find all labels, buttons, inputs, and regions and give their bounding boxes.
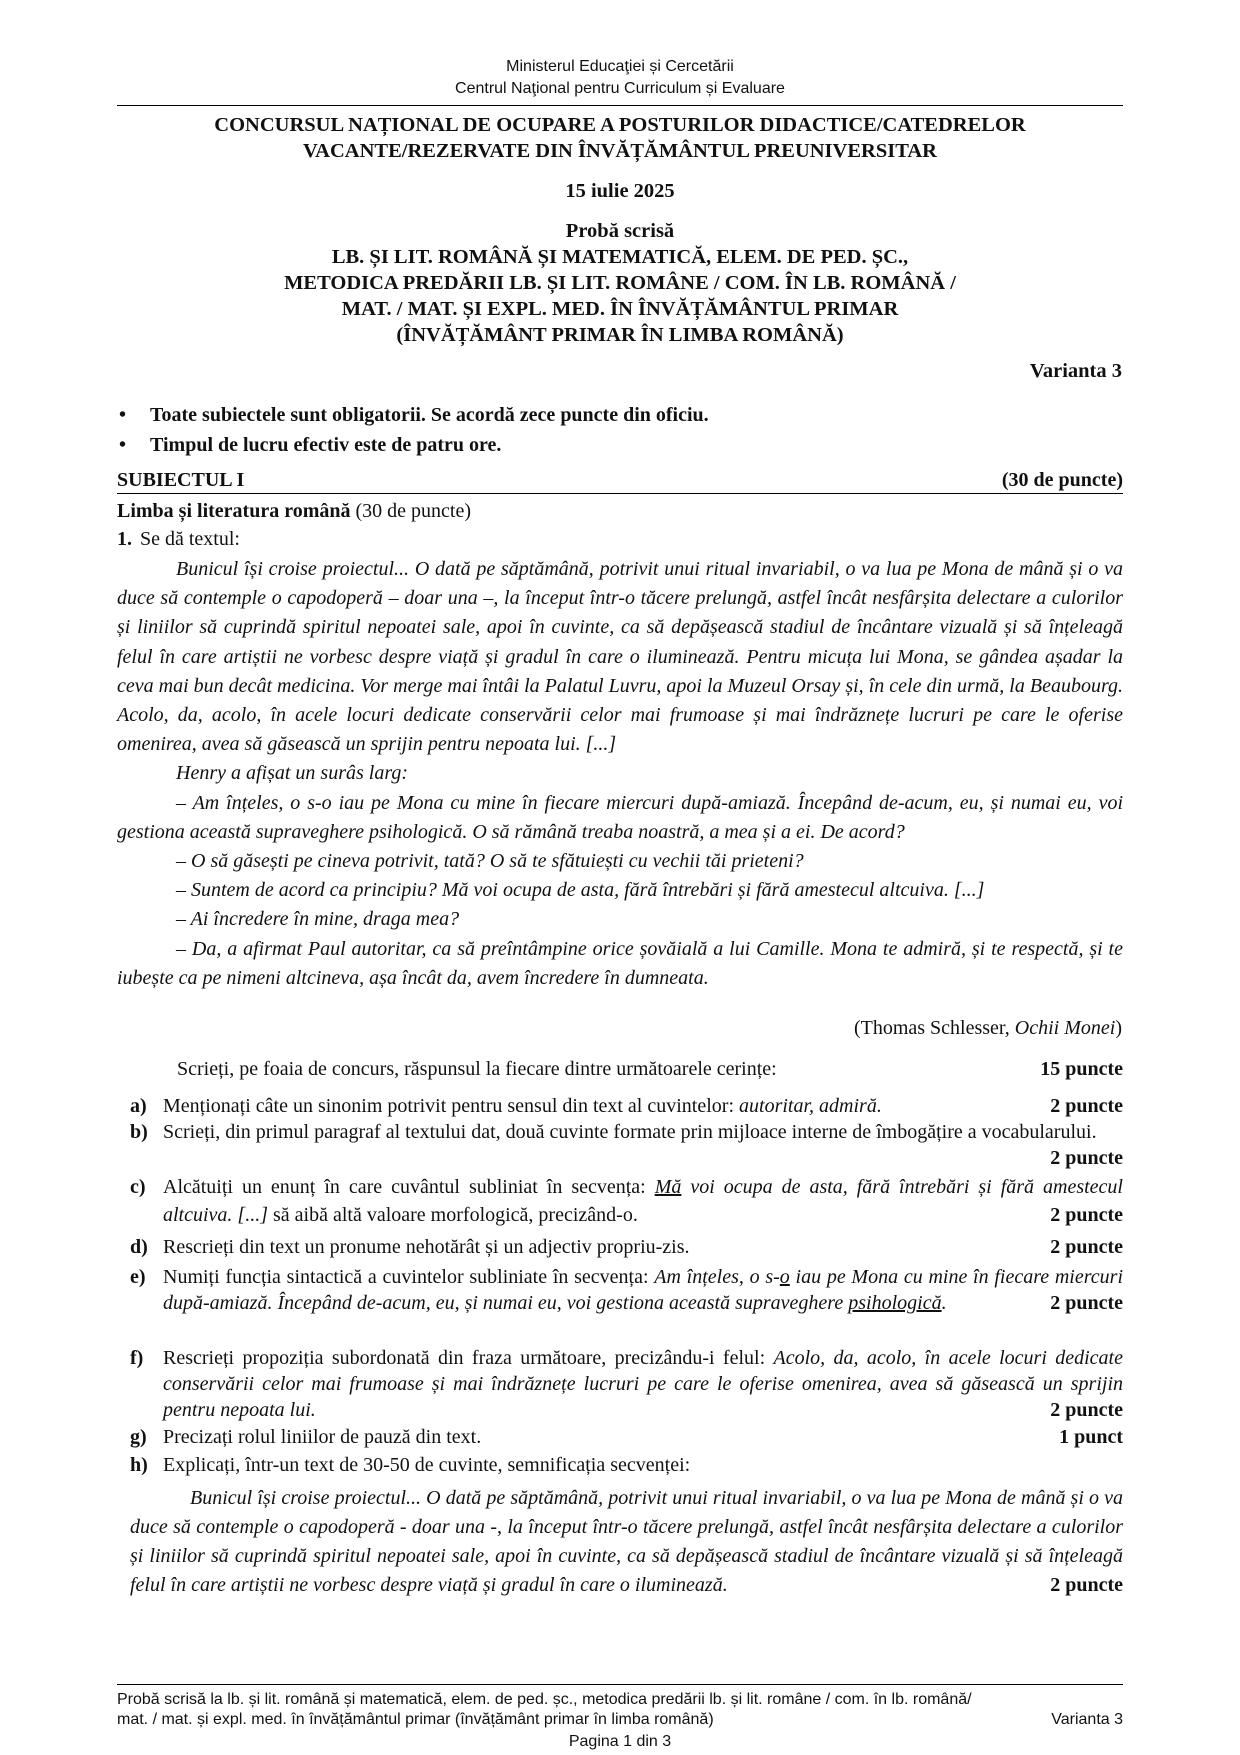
requirement-c: c) Alcătuiți un enunț în care cuvântul subliniat în secvența: Mă voi ocupa de asta, fără întrebări și fără amestecul altcuiva. [...] să aibă altă valoare morfologică, precizând-o. 2 puncte xyxy=(130,1176,1123,1226)
section-points: (30 de puncte) xyxy=(355,500,472,522)
passage-source: (Thomas Schlesser, Ochii Monei) xyxy=(853,1017,1122,1039)
center-name: Centrul Naţional pentru Curriculum și Evaluare xyxy=(455,80,785,97)
variant-label: Varianta 3 xyxy=(1029,360,1122,382)
section-heading xyxy=(117,498,471,524)
passage-paragraph: – O să găsești pe cineva potrivit, tată? O să te sfătuiești cu vechii tăi prieteni? xyxy=(176,850,804,873)
subject-heading xyxy=(117,467,1123,494)
footer-rule xyxy=(117,1684,1123,1685)
instructions-list xyxy=(117,400,1123,460)
question-number: 1. xyxy=(117,528,132,550)
footer-variant: Varianta 3 xyxy=(1051,1711,1123,1728)
subject-label: SUBIECTUL I xyxy=(117,469,245,491)
ministry-name: Ministerul Educaţiei și Cercetării xyxy=(506,58,734,75)
subject-line-1: LB. ȘI LIT. ROMÂNĂ ȘI MATEMATICĂ, ELEM. DE PED. ȘC., xyxy=(331,246,909,268)
work-title: Ochii Monei xyxy=(1014,1017,1116,1039)
bullet-icon: • xyxy=(119,434,127,456)
subject-line-2: METODICA PREDĂRII LB. ȘI LIT. ROMÂNE / COM. ÎN LB. ROMÂNĂ / xyxy=(284,272,956,294)
exam-type: Probă scrisă xyxy=(565,220,675,242)
footer-line-2: mat. / mat. și expl. med. în învățământul primar (învățământ primar în limba română) Varianta 3 xyxy=(117,1711,1123,1728)
requirement-h: h) Explicați, într-un text de 30-50 de cuvinte, semnificația secvenței: xyxy=(130,1454,691,1476)
requirement-b: b) Scrieți, din primul paragraf al textului dat, două cuvinte formate prin mijloace interne de îmbogățire a vocabularului. 2 puncte xyxy=(130,1121,1123,1169)
requirements-points: 15 puncte xyxy=(1040,1058,1123,1080)
bullet-icon: • xyxy=(119,404,127,426)
title-line-1: CONCURSUL NAȚIONAL DE OCUPARE A POSTURILOR DIDACTICE/CATEDRELOR xyxy=(214,114,1026,136)
literary-passage xyxy=(117,555,1123,993)
header-rule xyxy=(117,105,1123,106)
requirement-e: e) Numiți funcția sintactică a cuvintelor subliniate în secvența: Am înțeles, o s-o iau pe Mona cu mine în fiecare miercuri după-amiază. Începând de-acum, eu, și numai eu, voi gestiona această supraveghere psihologică. 2 puncte xyxy=(130,1266,1123,1314)
title-line-2: VACANTE/REZERVATE DIN ÎNVĂȚĂMÂNTUL PREUNIVERSITAR xyxy=(303,140,937,162)
passage-paragraph: Bunicul își croise proiectul... O dată pe săptămână, potrivit unui ritual invariabil, o va lua pe Mona de mână și o va duce să contemple o capodoperă – doar una –, la început într-o tăcere prelungă, astfel încât nesfârșita delectare a culorilor și liniilor să cuprindă spiritul nepoatei sale, apoi în cuvinte, ca să depășească stadiul de încântare vizuală și să înțeleagă felul în care artiștii ne vorbesc despre viață și gradul în care o iluminează. Pentru micuța lui Mona, se gândea așadar la ceva mai bun decât medicina. Vor merge mai întâi la Palatul Luvru, apoi la Muzeul Orsay și, în cele din urmă, la Beaubourg. Acolo, da, acolo, în acele locuri dedicate conservării celor mai frumoase și mai îndrăznețe lucruri pe care le oferise omenirea, avea să găsească un sprijin pentru nepoata lui. [...] xyxy=(117,558,1123,756)
footer-line-1: Probă scrisă la lb. și lit. română și matematică, elem. de ped. șc., metodica predării lb. și lit. române / com. în lb. română/ xyxy=(117,1691,972,1708)
question-1 xyxy=(117,526,240,552)
section-label: Limba și literatura română xyxy=(117,500,351,522)
passage-paragraph: – Suntem de acord ca principiu? Mă voi ocupa de asta, fără întrebări și fără amestecul altcuiva. [...] xyxy=(176,879,985,902)
requirement-f: f) Rescrieți propoziția subordonată din fraza următoare, precizându-i felul: Acolo, da, acolo, în acele locuri dedicate conservării celor mai frumoase și mai îndrăznețe lucruri pe care le oferise omenirea, avea să găsească un sprijin pentru nepoata lui. 2 puncte xyxy=(130,1347,1123,1421)
question-text: Se dă textul: xyxy=(140,528,240,550)
requirement-g: g) 1 punct Precizați rolul liniilor de pauză din text. xyxy=(130,1426,1123,1448)
requirements-intro: Scrieți, pe foaia de concurs, răspunsul la fiecare dintre următoarele cerințe: 15 puncte xyxy=(177,1055,1123,1083)
passage-paragraph: – Da, a afirmat Paul autoritar, ca să preîntâmpine orice șovăială a lui Camille. Mona te admiră, și te respectă, și te iubește ca pe nimeni altcineva, așa încât da, avem încredere în dumneata. xyxy=(117,937,1123,989)
subject-points: (30 de puncte) xyxy=(1001,469,1123,491)
requirement-a: a) 2 puncte Menționați câte un sinonim potrivit pentru sensul din text al cuvintelor: autoritar, admiră. xyxy=(130,1095,1123,1117)
subject-line-4: (ÎNVĂȚĂMÂNT PRIMAR ÎN LIMBA ROMÂNĂ) xyxy=(396,324,844,346)
passage-paragraph: Henry a afișat un surâs larg: xyxy=(176,762,409,785)
instruction-item: • Toate subiectele sunt obligatorii. Se acordă zece puncte din oficiu. xyxy=(117,400,1123,430)
requirement-h-points: 2 puncte xyxy=(1050,1574,1123,1596)
requirement-h-quote: Bunicul își croise proiectul... O dată pe săptămână, potrivit unui ritual invariabil, o va lua pe Mona de mână și o va duce să contemple o capodoperă - doar una -, la început într-o tăcere prelungă, astfel încât nesfârșita delectare a culorilor și liniilor să cuprindă spiritul nepoatei sale, apoi în cuvinte, ca să depășească stadiul de încântare vizuală și să înțeleagă felul în care artiștii ne vorbesc despre viață și gradul în care o iluminează. 2 puncte xyxy=(130,1484,1123,1600)
page-number: Pagina 1 din 3 xyxy=(568,1733,672,1750)
passage-paragraph: – Am înțeles, o s-o iau pe Mona cu mine în fiecare miercuri după-amiază. Începând de-acum, eu, și numai eu, voi gestiona această supraveghere psihologică. O să rămână treaba noastră, a mea și a ei. De acord? xyxy=(117,791,1123,843)
passage-paragraph: – Ai încredere în mine, draga mea? xyxy=(176,908,460,931)
requirement-d: d) 2 puncte Rescrieți din text un pronume nehotărât și un adjectiv propriu-zis. xyxy=(130,1236,1123,1258)
subject-line-3: MAT. / MAT. ȘI EXPL. MED. ÎN ÎNVĂȚĂMÂNTUL PRIMAR xyxy=(341,298,899,320)
exam-date: 15 iulie 2025 xyxy=(565,180,675,202)
instruction-item: • Timpul de lucru efectiv este de patru ore. xyxy=(117,430,1123,460)
